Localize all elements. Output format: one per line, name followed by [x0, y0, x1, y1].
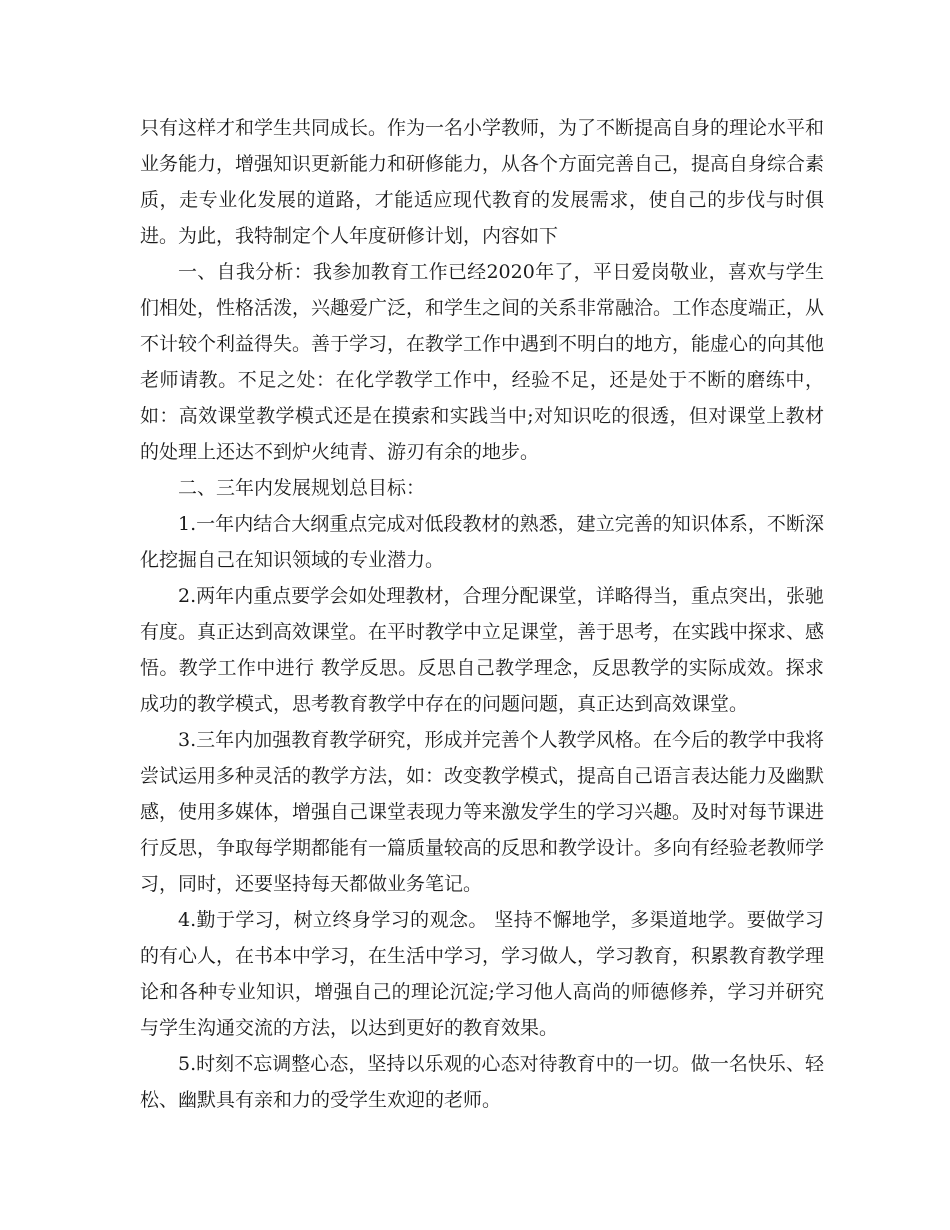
- paragraph-intro: 只有这样才和学生共同成长。作为一名小学教师，为了不断提高自身的理论水平和业务能力，增强知识更新能力和研修能力，从各个方面完善自己，提高自身综合素质，走专业化发展的道路，才能适应现代教育的发展需求，使自己的步伐与时俱进。为此，我特制定个人年度研修计划，内容如下: [140, 117, 825, 247]
- paragraph-self-analysis: 一、自我分析：我参加教育工作已经2020年了，平日爱岗敬业，喜欢与学生们相处，性格活泼，兴趣爱广泛，和学生之间的关系非常融洽。工作态度端正，从不计较个利益得失。善于学习，在教学工作中遇到不明白的地方，能虚心的向其他老师请教。不足之处：在化学教学工作中，经验不足，还是处于不断的磨练中，如：高效课堂教学模式还是在摸索和实践当中;对知识吃的很透，但对课堂上教材的处理上还达不到炉火纯青、游刃有余的地步。: [140, 261, 825, 463]
- paragraph-goal-5: 5.时刻不忘调整心态，坚持以乐观的心态对待教育中的一切。做一名快乐、轻松、幽默具有亲和力的受学生欢迎的老师。: [140, 1053, 824, 1111]
- paragraph-goal-2: 2.两年内重点要学会如处理教材，合理分配课堂，详略得当，重点突出，张驰有度。真正达到高效课堂。在平时教学中立足课堂，善于思考，在实践中探求、感悟。教学工作中进行 教学反思。反思自己教学理念，反思教学的实际成效。探求成功的教学模式，思考教育教学中存在的问题问题，真正达到高效课堂。: [140, 585, 825, 715]
- paragraph-goals-heading: 二、三年内发展规划总目标：: [178, 477, 426, 499]
- paragraph-goal-4: 4.勤于学习，树立终身学习的观念。 坚持不懈地学，多渠道地学。要做学习的有心人，在书本中学习，在生活中学习，学习做人，学习教育，积累教育教学理论和各种专业知识，增强自己的理论沉淀;学习他人高尚的师德修养，学习并研究与学生沟通交流的方法，以达到更好的教育效果。: [140, 909, 825, 1039]
- paragraph-goal-1: 1.一年内结合大纲重点完成对低段教材的熟悉，建立完善的知识体系，不断深化挖掘自己在知识领域的专业潜力。: [140, 513, 824, 571]
- paragraph-goal-3: 3.三年内加强教育教学研究，形成并完善个人教学风格。在今后的教学中我将尝试运用多种灵活的教学方法，如：改变教学模式，提高自己语言表达能力及幽默感，使用多媒体，增强自己课堂表现力等来激发学生的学习兴趣。及时对每节课进行反思，争取每学期都能有一篇质量较高的反思和教学设计。多向有经验老教师学习，同时，还要坚持每天都做业务笔记。: [140, 729, 825, 895]
- document-body: [140, 110, 824, 1118]
